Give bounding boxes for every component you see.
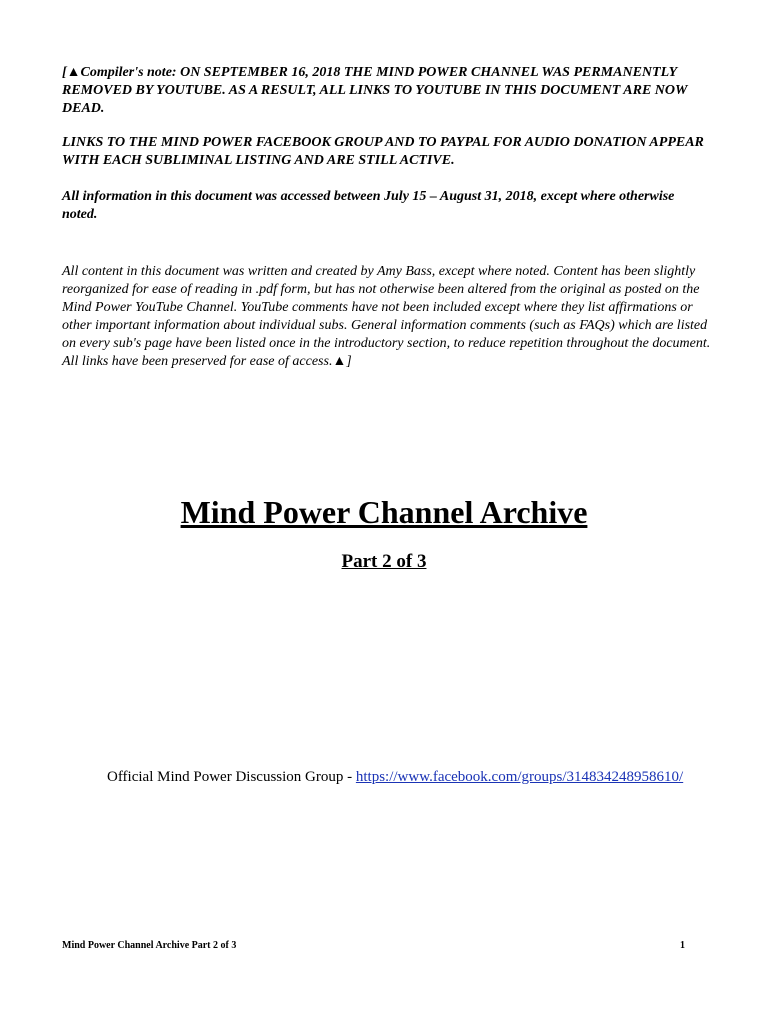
discussion-group-line — [107, 767, 683, 787]
content-note: All content in this document was written and created by Amy Bass, except where noted. Content has been slightly reorganized for ease of reading in .pdf form, but has not otherwise been altered from the original as posted on the Mind Power YouTube Channel. YouTube comments have not been included except where they list affirmations or other important information about individual subs. General information comments (such as FAQs) which are listed on every sub's page have been listed once in the introductory section, to reduce repetition throughout the document. All links have been preserved for ease of access.▲] — [62, 264, 711, 369]
access-note: All information in this document was accessed between July 15 – August 31, 2018, except where otherwise noted. — [62, 189, 675, 222]
discussion-group-label: Official Mind Power Discussion Group - — [107, 769, 356, 785]
footer-title: Mind Power Channel Archive Part 2 of 3 — [62, 940, 237, 951]
document-title: Mind Power Channel Archive — [180, 494, 588, 530]
page-number: 1 — [680, 940, 685, 951]
document-subtitle: Part 2 of 3 — [341, 551, 427, 572]
facebook-group-link[interactable]: https://www.facebook.com/groups/314834248958610/ — [355, 769, 684, 785]
links-note: LINKS TO THE MIND POWER FACEBOOK GROUP AND TO PAYPAL FOR AUDIO DONATION APPEAR WITH EACH SUBLIMINAL LISTING AND ARE STILL ACTIVE. — [62, 135, 704, 168]
compiler-note: [▲Compiler's note: ON SEPTEMBER 16, 2018 THE MIND POWER CHANNEL WAS PERMANENTLY REMOVED BY YOUTUBE. AS A RESULT, ALL LINKS TO YOUTUBE IN THIS DOCUMENT ARE NOW DEAD. — [62, 65, 688, 116]
